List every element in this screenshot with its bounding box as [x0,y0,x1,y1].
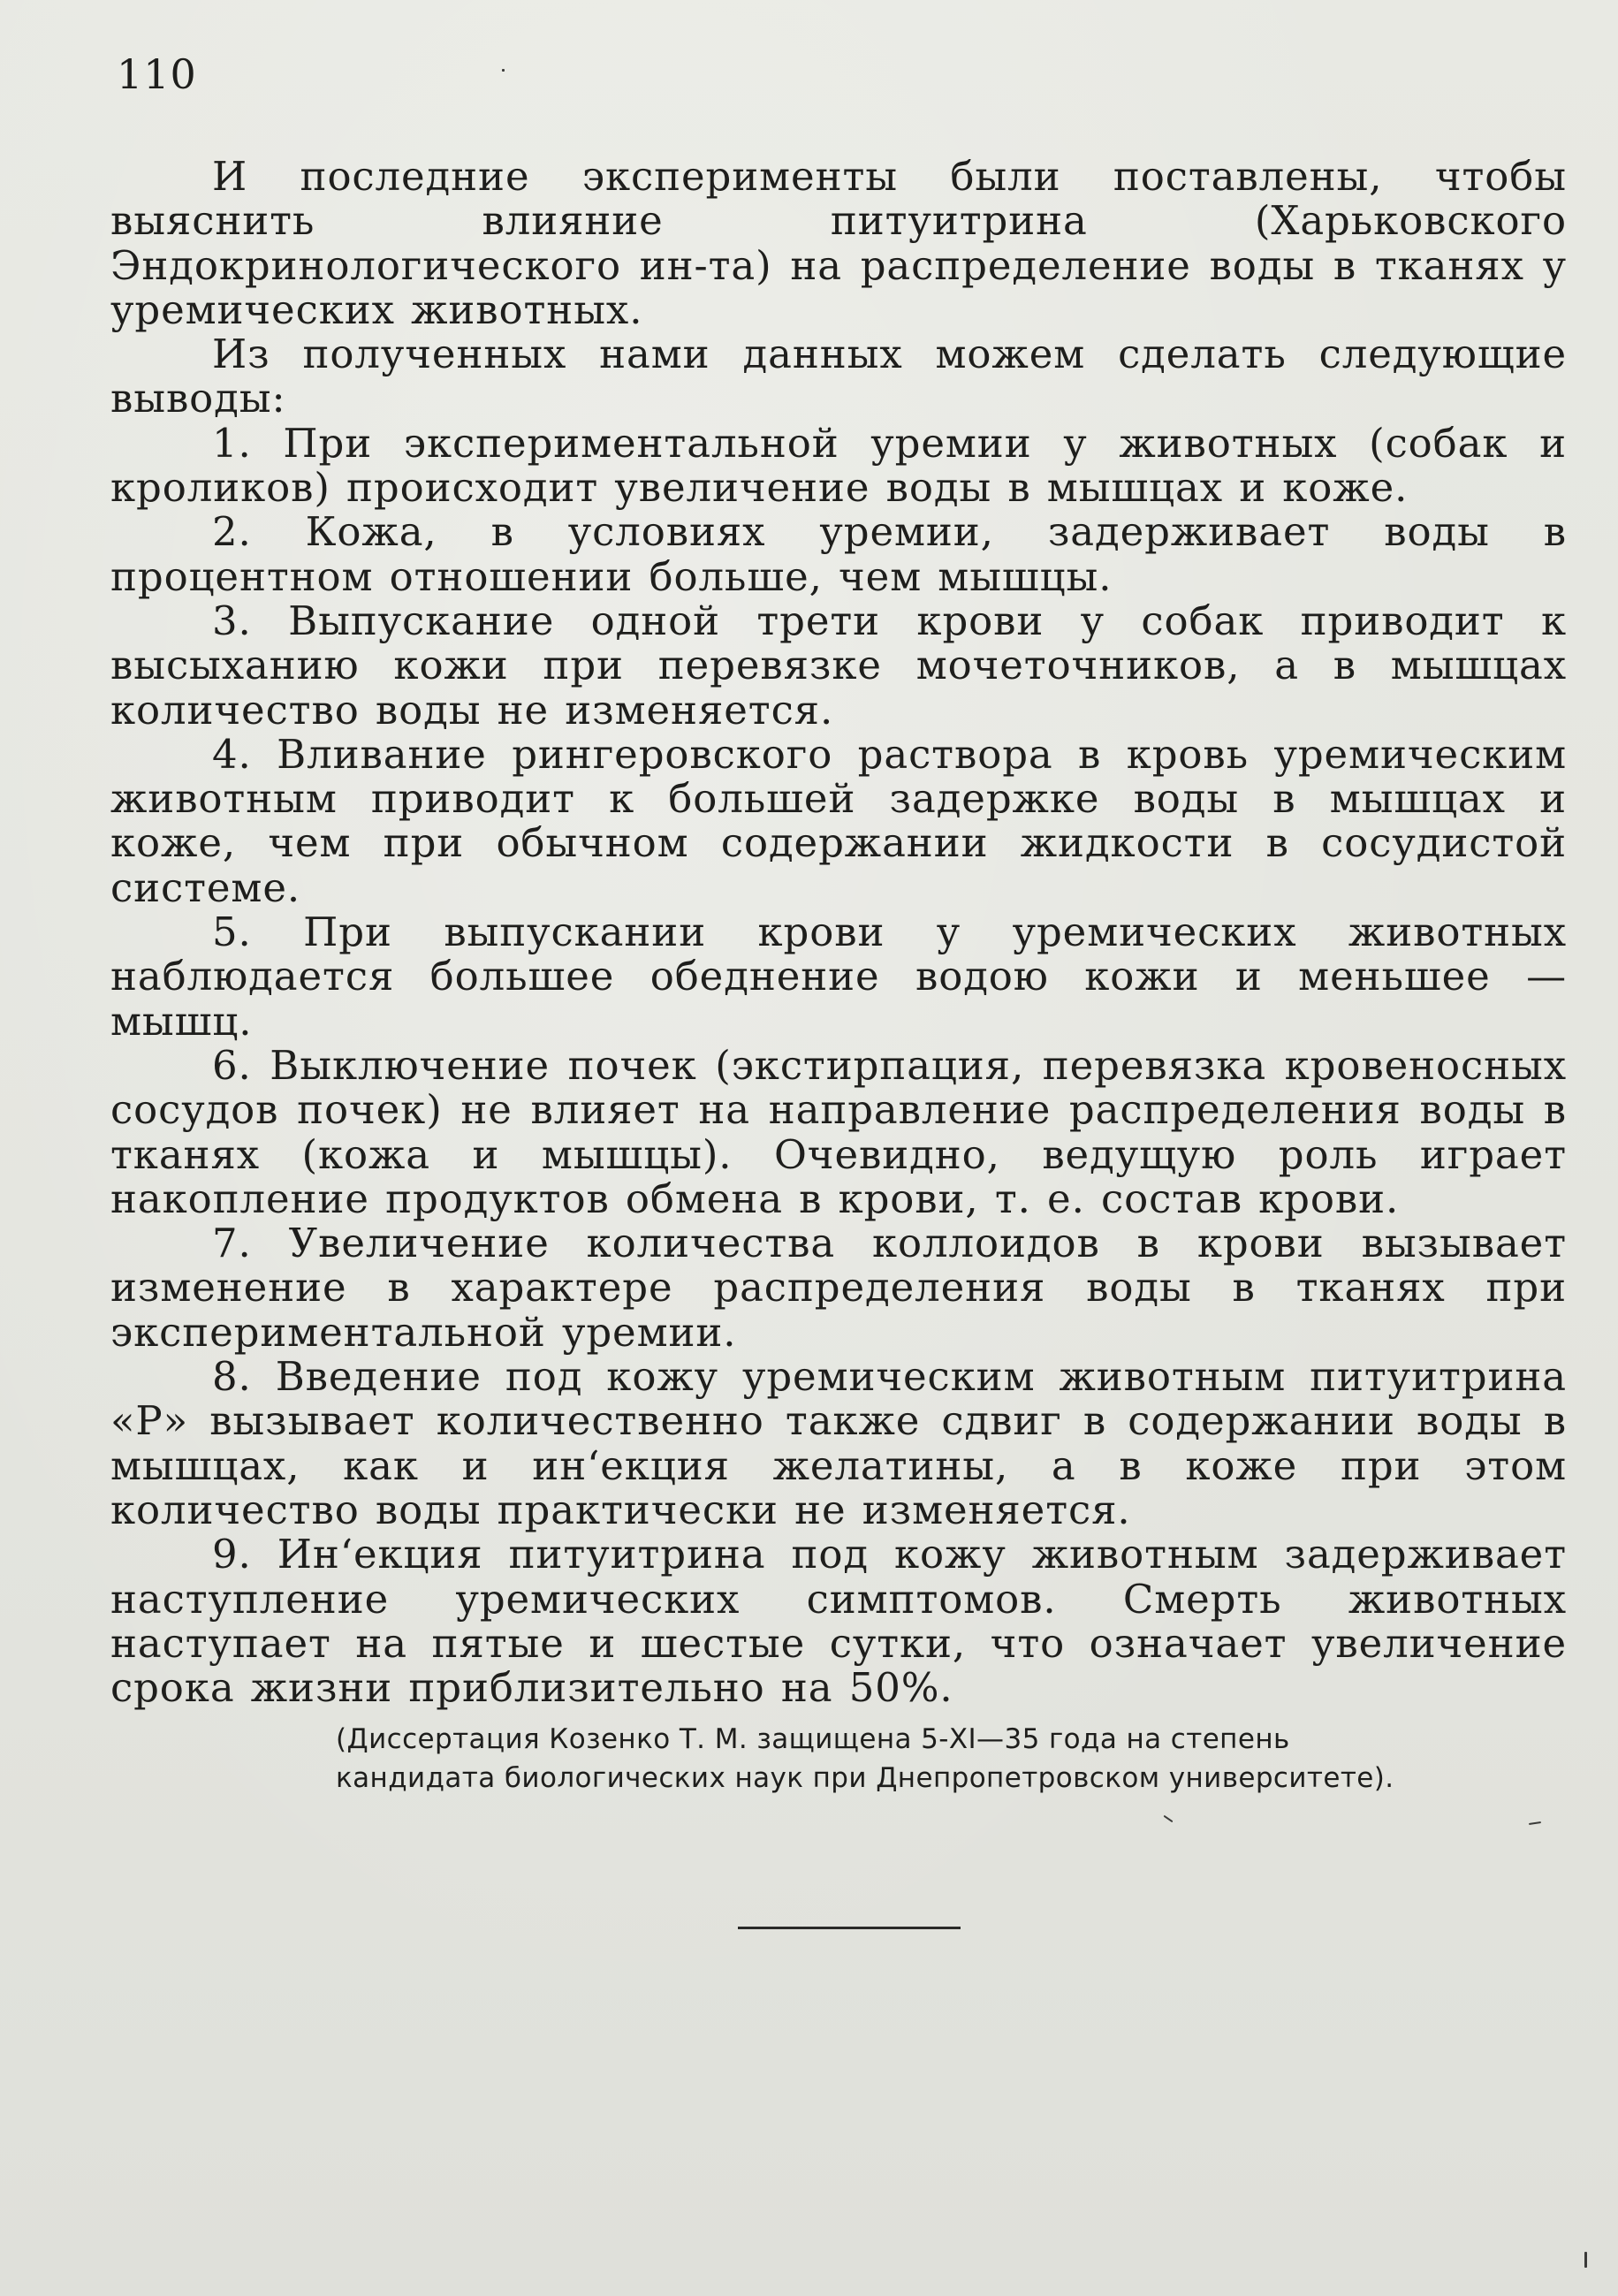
main-text [110,155,1567,1710]
conclusion-item-5: 5. При выпускании крови у уремических животных наблюдается большее обеднение водою кожи и меньшее — мышц. [110,909,1567,1045]
conclusion-item-6: 6. Выключение почек (экстирпация, перевязка кровеносных сосудов почек) не влияет на направление распределения воды в тканях (кожа и мышцы). Очевидно, ведущую роль играет накопление продуктов обмена в крови, т. е. состав крови. [110,1041,1567,1222]
scan-speck [1584,2252,1587,2268]
dissertation-note [336,1720,1564,1798]
conclusion-item-1: 1. При экспериментальной уремии у животных (собак и кроликов) происходит увеличение воды в мышцах и коже. [110,419,1567,512]
scan-speck [1529,1821,1541,1825]
paragraph-intro: И последние эксперименты были поставлены, чтобы выяснить влияние питуитрина (Харьковского Эндокринологического ин-та) на распределение воды в тканях у уремических животных. [110,153,1567,333]
page-number: 110 [117,50,197,98]
conclusion-item-9: 9. Ин‘екция питуитрина под кожу животным задерживает наступление уремических симптомов. Смерть животных наступает на пятые и шестые сутки, что означает увеличение срока жизни приблизительно на 50%. [110,1531,1567,1712]
conclusion-item-3: 3. Выпускание одной трети крови у собак приводит к высыханию кожи при перевязке мочеточников, а в мышцах количество воды не изменяется. [110,597,1567,734]
dissertation-note-line-1: (Диссертация Козенко Т. М. защищена 5-XI—35 года на степень [336,1723,1290,1755]
scan-speck [1164,1815,1174,1823]
conclusion-item-7: 7. Увеличение количества коллоидов в крови вызывает изменение в характере распределения воды в тканях при экспериментальной уремии. [110,1220,1567,1356]
conclusion-item-2: 2. Кожа, в условиях уремии, задерживает воды в процентном отношении больше, чем мышцы. [110,508,1567,600]
conclusion-item-4: 4. Вливание рингеровского раствора в кровь уремическим животным приводит к большей задержке воды в мышцах и коже, чем при обычном содержании жидкости в сосудистой системе. [110,730,1567,911]
end-rule [738,1927,961,1929]
scan-speck [502,69,505,72]
conclusion-item-8: 8. Введение под кожу уремическим животным питуитрина «Р» вызывает количественно также сдвиг в содержании воды в мышцах, как и ин‘екция желатины, а в коже при этом количество воды практически не изменяется. [110,1353,1567,1533]
paragraph-conclusions-lead: Из полученных нами данных можем сделать следующие выводы: [110,331,1567,422]
dissertation-note-line-2: кандидата биологических наук при Днепропетровском университете). [336,1762,1394,1794]
